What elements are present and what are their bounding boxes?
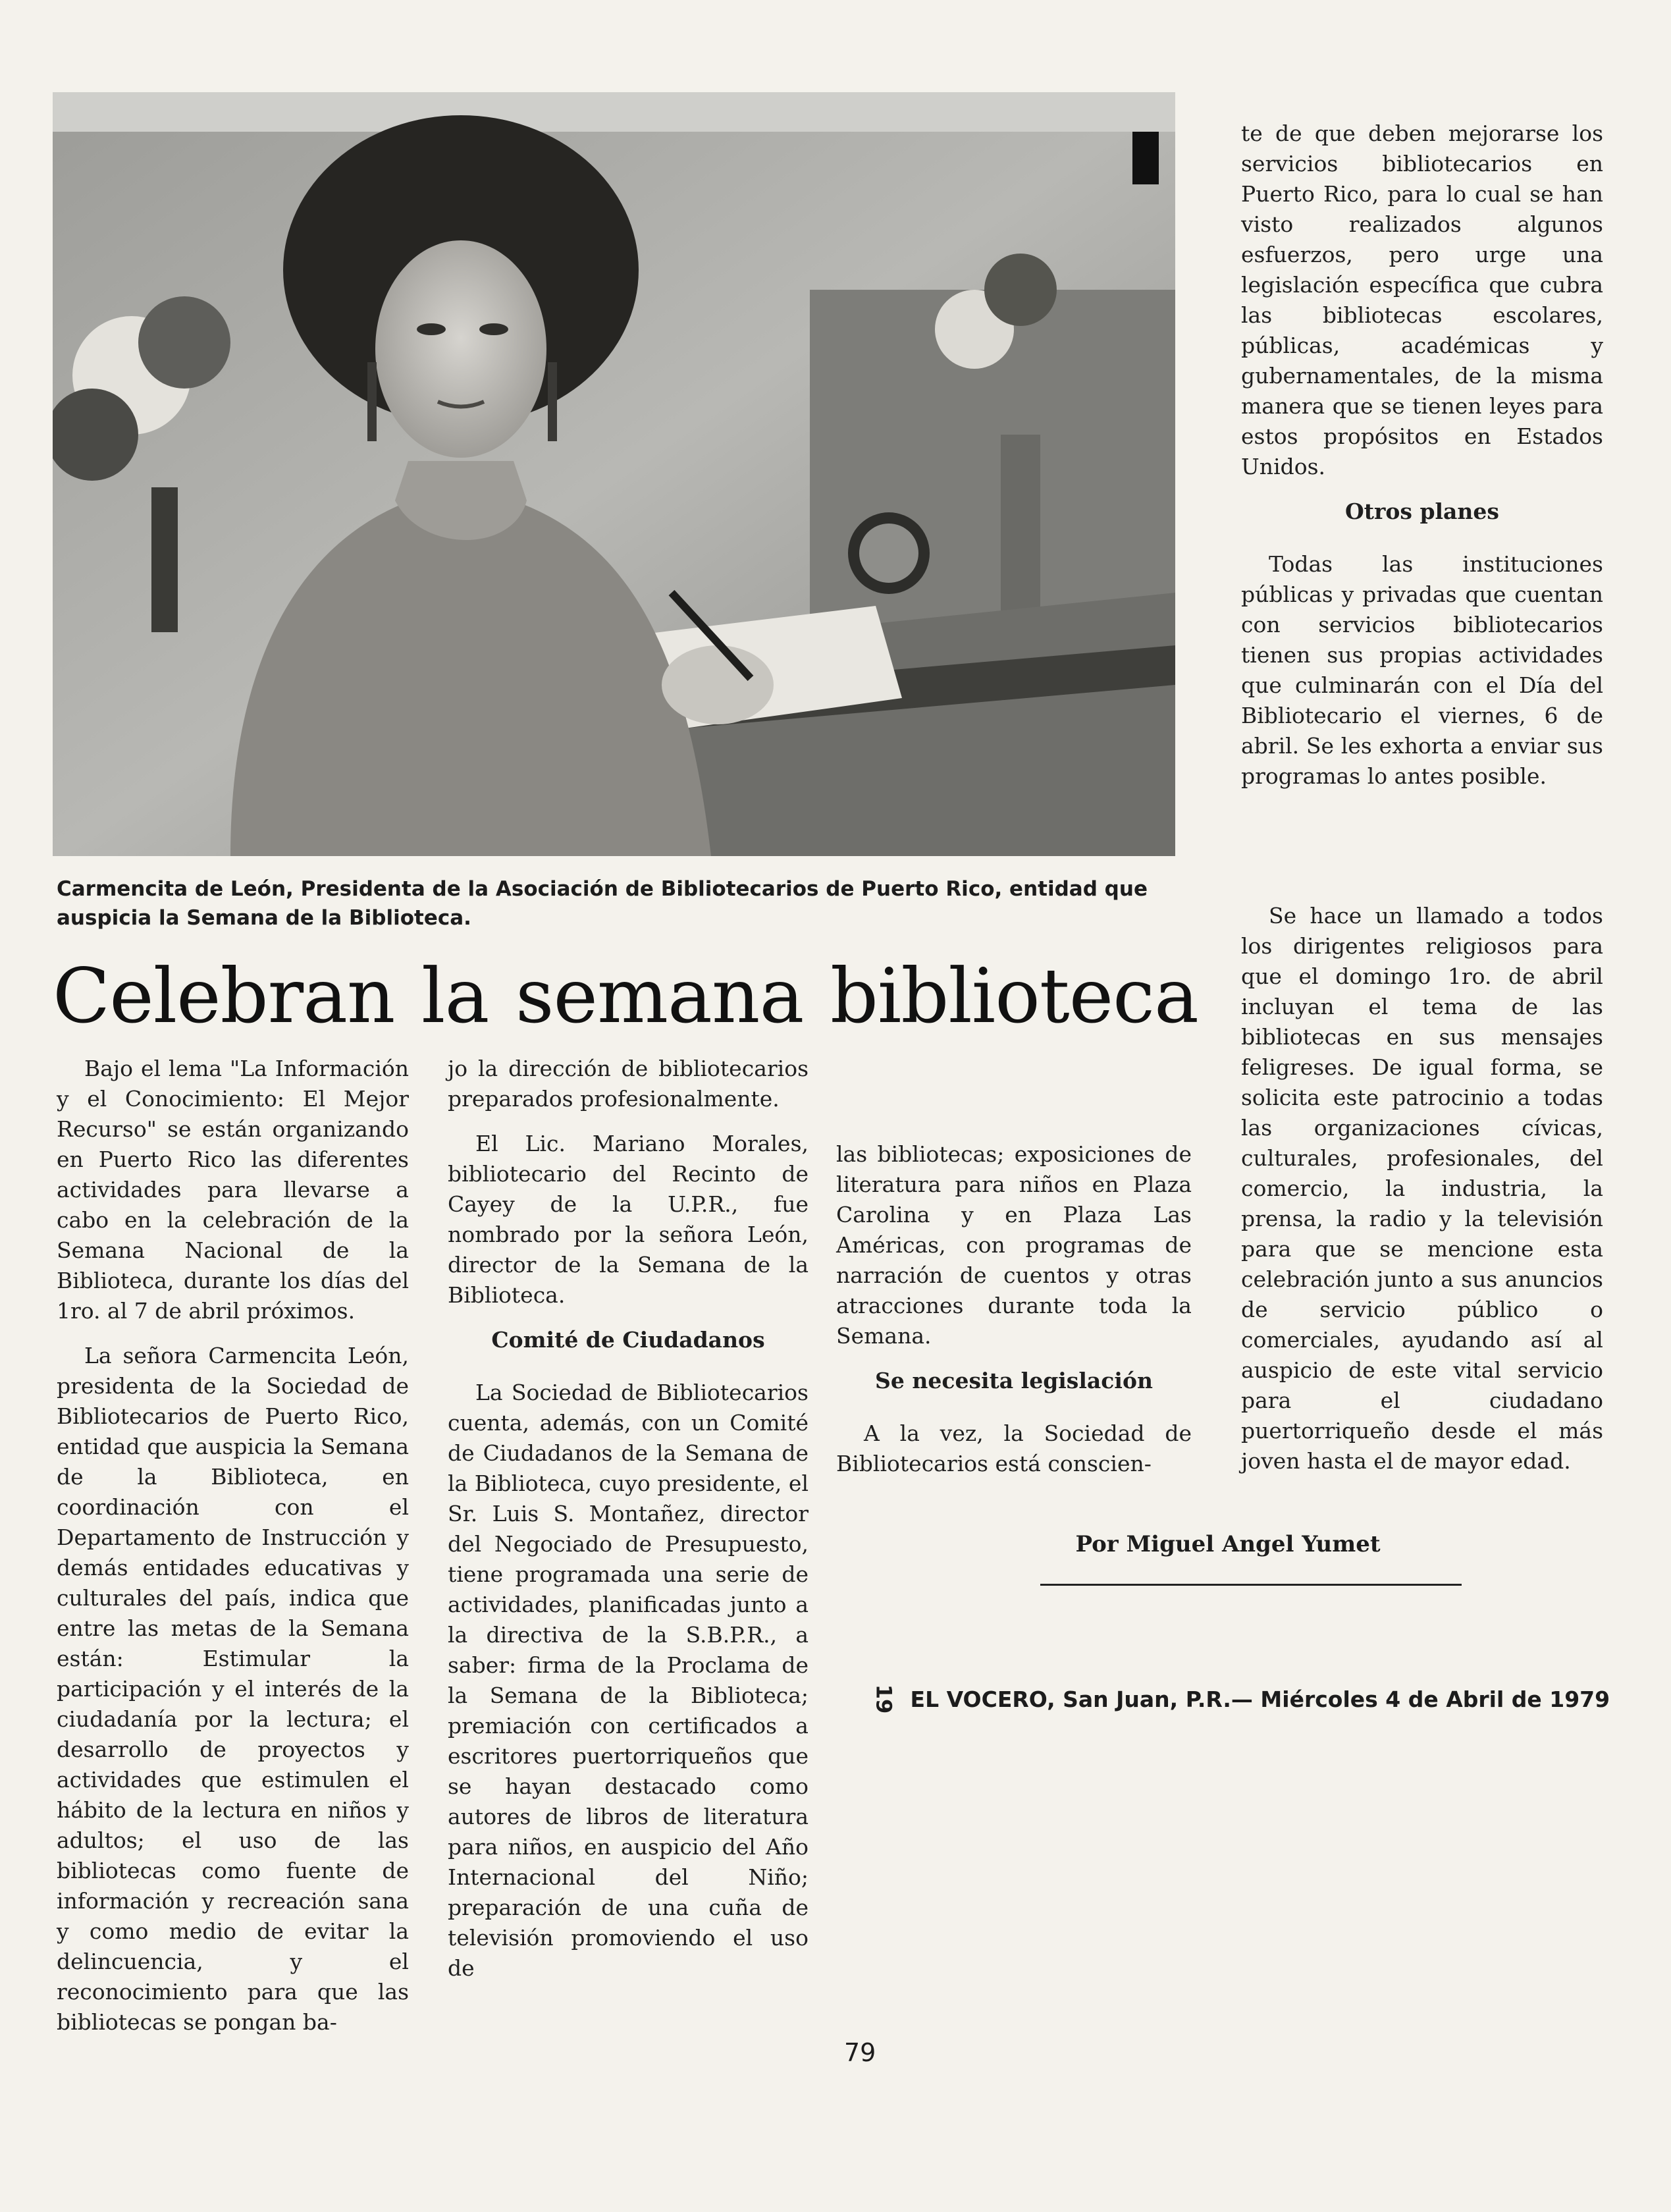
- article-column-3: [836, 1139, 1192, 1494]
- paragraph: La señora Carmencita León, presidenta de la Sociedad de Bibliotecarios de Puerto Rico, entidad que auspicia la Semana de la Biblioteca, en coordinación con el Departamento de Instrucción y demás entidades educativas y culturales del país, indica que entre las metas de la Semana están: Estimular la participación y el interés de la ciudadanía por la lectura; el desarrollo de proyectos y actividades que estimulen el hábito de la lectura en niños y adultos; el uso de las bibliotecas como fuente de información y recreación sana y como medio de evitar la delincuencia, y el reconocimiento para que las bibliotecas se pongan ba-: [57, 1343, 409, 2035]
- paragraph: La Sociedad de Bibliotecarios cuenta, además, con un Comité de Ciudadanos de la Semana de la Biblioteca, cuyo presidente, el Sr. Luis S. Montañez, director del Negociado de Presupuesto, tiene programada una serie de actividades, planificadas junto a la directiva de la S.B.P.R., a saber: firma de la Proclama de la Semana de la Biblioteca; premiación con certificados a escritores puertorriqueños que se hayan destacado como autores de libros de literatura para niños, en auspicio del Año Internacional del Niño; preparación de una cuña de televisión promoviendo el uso de: [448, 1380, 809, 1981]
- headline-word-2: la: [421, 952, 489, 1040]
- headline: [53, 954, 1198, 1039]
- subhead-comite-ciudadanos: Comité de Ciudadanos: [491, 1327, 765, 1353]
- headline-word-3: semana: [515, 952, 804, 1040]
- article-column-2: [448, 1054, 809, 1998]
- paragraph: Todas las instituciones públicas y privadas que cuentan con servicios bibliotecarios tienen sus propias actividades que culminarán con el Día del Bibliotecario el viernes, 6 de abril. Se les exhorta a enviar sus programas lo antes posible.: [1241, 551, 1603, 789]
- photo-caption: Carmencita de León, Presidenta de la Asociación de Bibliotecarios de Puerto Rico, entidad que auspicia la Semana de la Biblioteca.: [57, 877, 1148, 930]
- headline-word-1: Celebran: [53, 952, 395, 1040]
- footer-page-label: 19: [871, 1684, 897, 1714]
- subhead-se-necesita-legislacion: Se necesita legislación: [875, 1368, 1153, 1393]
- article-column-4: [1241, 119, 1603, 806]
- paragraph: jo la dirección de bibliotecarios preparados profesionalmente.: [448, 1056, 809, 1112]
- article-column-1: [57, 1054, 409, 2052]
- headline-word-4: biblioteca: [830, 952, 1198, 1040]
- byline: Por Miguel Angel Yumet: [1075, 1531, 1381, 1557]
- footer-text: EL VOCERO, San Juan, P.R.— Miércoles 4 de Abril de 1979: [910, 1686, 1610, 1712]
- portrait-photo-illustration: [53, 92, 1175, 856]
- paragraph: Se hace un llamado a todos los dirigentes religiosos para que el domingo 1ro. de abril incluyan el tema de las bibliotecas en sus mensajes feligreses. De igual forma, se solicita este patrocinio a todas las organizaciones cívicas, culturales, profesionales, del comercio, la industria, la prensa, la radio y la televisión para que se mencione esta celebración junto a sus anuncios de servicio público o comerciales, ayudando así al auspicio de este vital servicio para el ciudadano puertorriqueño desde el más joven hasta el de mayor edad.: [1241, 903, 1603, 1474]
- paragraph: A la vez, la Sociedad de Bibliotecarios está conscien-: [836, 1420, 1192, 1476]
- page-footer: [869, 1683, 1610, 1715]
- paragraph: El Lic. Mariano Morales, bibliotecario del Recinto de Cayey de la U.P.R., fue nombrado por la señora León, director de la Semana de la Biblioteca.: [448, 1131, 809, 1308]
- paragraph: Bajo el lema "La Información y el Conocimiento: El Mejor Recurso" se están organizando en Puerto Rico las diferentes actividades para llevarse a cabo en la celebración de la Semana Nacional de la Biblioteca, durante los días del 1ro. al 7 de abril próximos.: [57, 1056, 409, 1324]
- subhead-otros-planes: Otros planes: [1344, 499, 1499, 524]
- page-number: 79: [844, 2038, 876, 2067]
- paragraph: las bibliotecas; exposiciones de literatura para niños en Plaza Carolina y en Plaza Las Américas, con programas de narración de cuentos y otras atracciones durante toda la Semana.: [836, 1141, 1192, 1349]
- portrait-photo: [53, 92, 1175, 856]
- article-column-4-continued: [1241, 901, 1603, 1491]
- paragraph: te de que deben mejorarse los servicios bibliotecarios en Puerto Rico, para lo cual se han visto realizados algunos esfuerzos, pero urge una legislación específica que cubra las bibliotecas escolares, públicas, académicas y gubernamentales, de la misma manera que se tienen leyes para estos propósitos en Estados Unidos.: [1241, 121, 1603, 479]
- byline-rule: [1040, 1584, 1462, 1586]
